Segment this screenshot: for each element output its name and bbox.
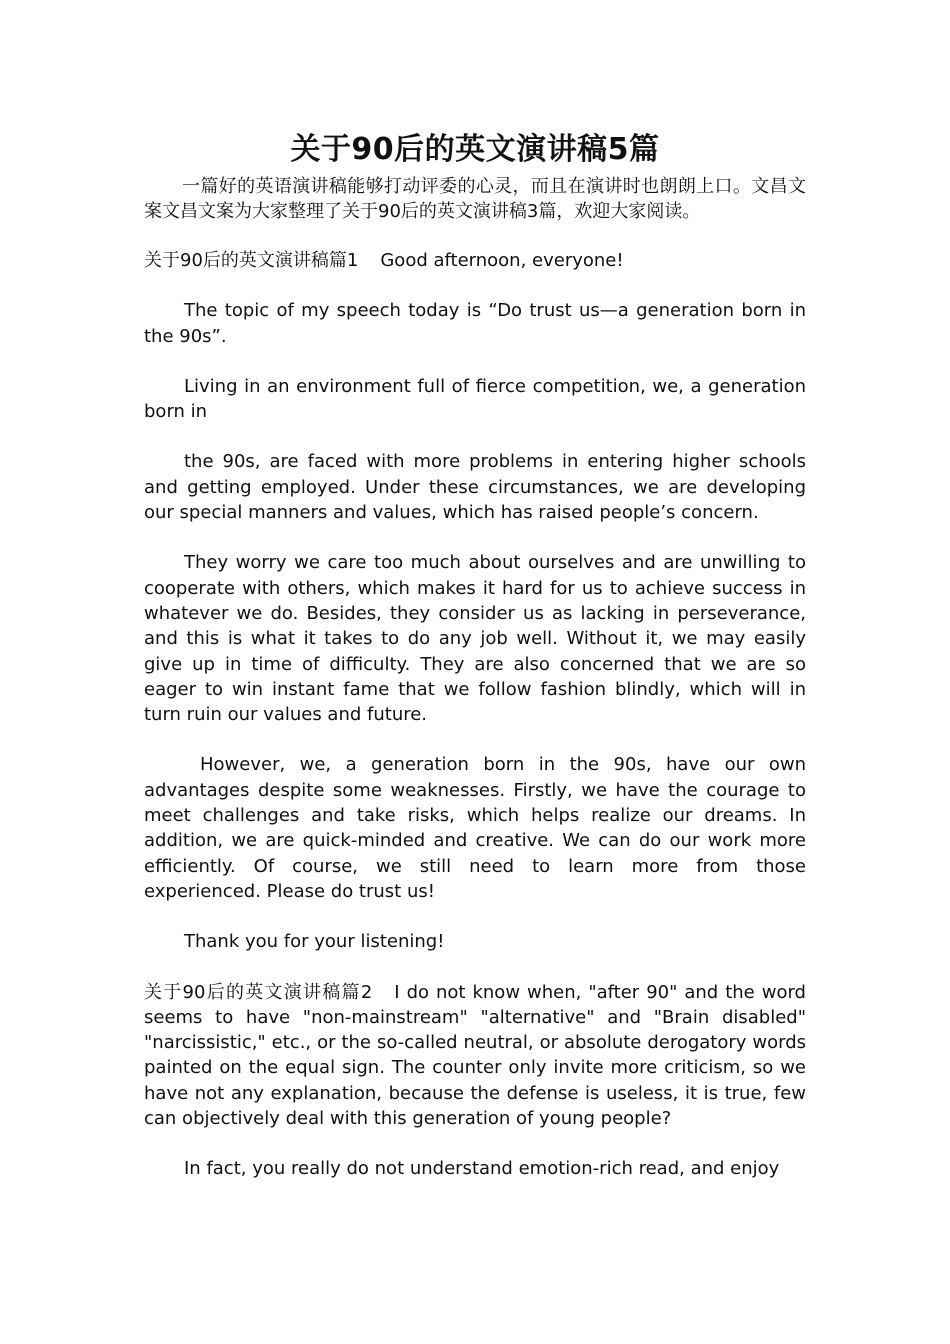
speech1-heading-line — [144, 248, 806, 273]
intro-paragraph: 一篇好的英语演讲稿能够打动评委的心灵，而且在演讲时也朗朗上口。文昌文案文昌文案为大家整理了关于90后的英文演讲稿3篇，欢迎大家阅读。 — [144, 176, 806, 222]
speech1-opening: Good afternoon, everyone! — [380, 250, 624, 271]
speech2-opening: I do not know when, "after 90" and the word seems to have "non-mainstream" "alternative" and "Brain disabled" "narcissistic," etc., or the so-called neutral, or absolute derogatory words painted on the equal sign. The counter only invite more criticism, so we have not any explanation, because the defense is useless, it is true, few can objectively deal with this generation of young people? — [144, 981, 806, 1130]
speech1-heading: 关于90后的英文演讲稿篇1 — [144, 250, 359, 271]
speech1-paragraph: the 90s, are faced with more problems in entering higher schools and getting employed. Under these circumstances, we are developing our special manners and values, which has raised people’s concern. — [144, 451, 806, 524]
speech1-paragraph: Living in an environment full of fierce competition, we, a generation born in — [144, 375, 806, 423]
speech2-heading-line — [144, 980, 806, 1132]
speech1-closing: Thank you for your listening! — [184, 931, 445, 953]
document-body — [144, 128, 806, 1182]
speech2-heading: 关于90后的英文演讲稿篇2 — [144, 981, 373, 1003]
speech2-paragraph: In fact, you really do not understand emotion-rich read, and enjoy — [184, 1158, 780, 1180]
speech1-paragraph: However, we, a generation born in the 90s, have our own advantages despite some weaknesses. Firstly, we have the courage to meet challenges and take risks, which helps realize our dreams. In addition, we are quick-minded and creative. We can do our work more efficiently. Of course, we still need to learn more from those experienced. Please do trust us! — [144, 754, 806, 902]
speech1-paragraph: They worry we care too much about ourselves and are unwilling to cooperate with others, which makes it hard for us to achieve success in whatever we do. Besides, they consider us as lacking in perseverance, and this is what it takes to do any job well. Without it, we may easily give up in time of difficulty. They are also concerned that we are so eager to win instant fame that we follow fashion blindly, which will in turn ruin our values and future. — [144, 552, 806, 726]
speech1-paragraph: The topic of my speech today is “Do trust us—a generation born in the 90s”. — [144, 300, 806, 347]
document-title: 关于90后的英文演讲稿5篇 — [290, 132, 660, 167]
